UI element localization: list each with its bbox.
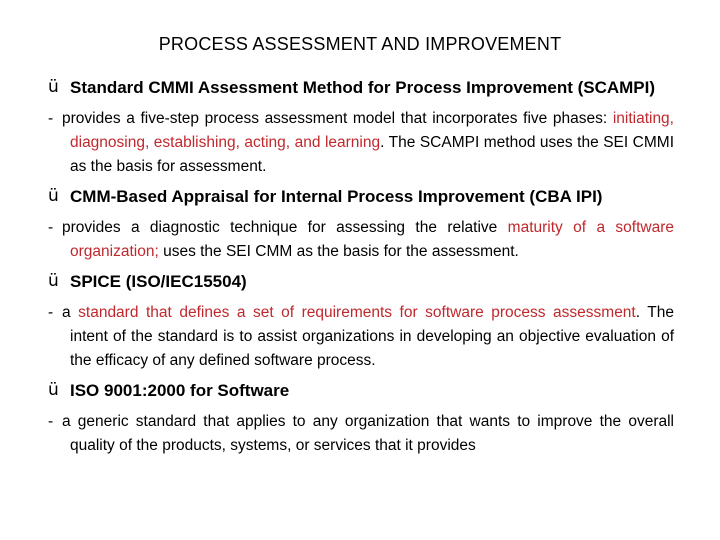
heading-text: ISO 9001:2000 for Software bbox=[70, 381, 290, 400]
heading-text: SPICE (ISO/IEC15504) bbox=[70, 272, 247, 291]
checkmark-icon: ü bbox=[48, 380, 59, 400]
content-body bbox=[48, 76, 674, 464]
desc-text: a bbox=[62, 304, 79, 321]
heading-text: CMM-Based Appraisal for Internal Process Improvement (CBA IPI) bbox=[70, 187, 603, 206]
desc-text: . The intent of the standard is to assist organizations in developing an objective evaluation of the efficacy of any defined software process. bbox=[70, 304, 674, 369]
item-heading-cba-ipi bbox=[48, 185, 674, 208]
desc-text: provides a diagnostic technique for assessing the relative bbox=[62, 219, 508, 236]
checkmark-icon: ü bbox=[48, 271, 59, 291]
dash-bullet: - bbox=[48, 219, 54, 236]
item-description-scampi bbox=[48, 107, 674, 179]
desc-text: provides a five-step process assessment model that incorporates five phases: bbox=[62, 110, 613, 127]
dash-bullet: - bbox=[48, 110, 54, 127]
dash-bullet: - bbox=[48, 413, 54, 430]
highlighted-text: initiating, diagnosing, establishing, acting, and learning bbox=[70, 110, 674, 151]
dash-bullet: - bbox=[48, 304, 54, 321]
item-heading-iso9001 bbox=[48, 379, 674, 402]
slide-title: PROCESS ASSESSMENT AND IMPROVEMENT bbox=[158, 34, 562, 54]
item-description-iso9001 bbox=[48, 410, 674, 458]
checkmark-icon: ü bbox=[48, 77, 59, 97]
desc-text: . The SCAMPI method uses the SEI CMMI as the basis for assessment. bbox=[70, 134, 675, 175]
item-heading-spice bbox=[48, 270, 674, 293]
desc-text: a generic standard that applies to any organization that wants to improve the overall quality of the products, systems, or services that it provides bbox=[62, 413, 674, 454]
checkmark-icon: ü bbox=[48, 186, 59, 206]
item-description-spice bbox=[48, 301, 674, 373]
desc-text: uses the SEI CMM as the basis for the assessment. bbox=[158, 243, 519, 260]
item-heading-scampi bbox=[48, 76, 674, 99]
item-description-cba-ipi bbox=[48, 216, 674, 264]
heading-text: Standard CMMI Assessment Method for Process Improvement (SCAMPI) bbox=[70, 78, 656, 97]
highlighted-text: standard that defines a set of requirements for software process assessment bbox=[78, 304, 636, 321]
highlighted-text: maturity of a software organization; bbox=[70, 219, 675, 260]
